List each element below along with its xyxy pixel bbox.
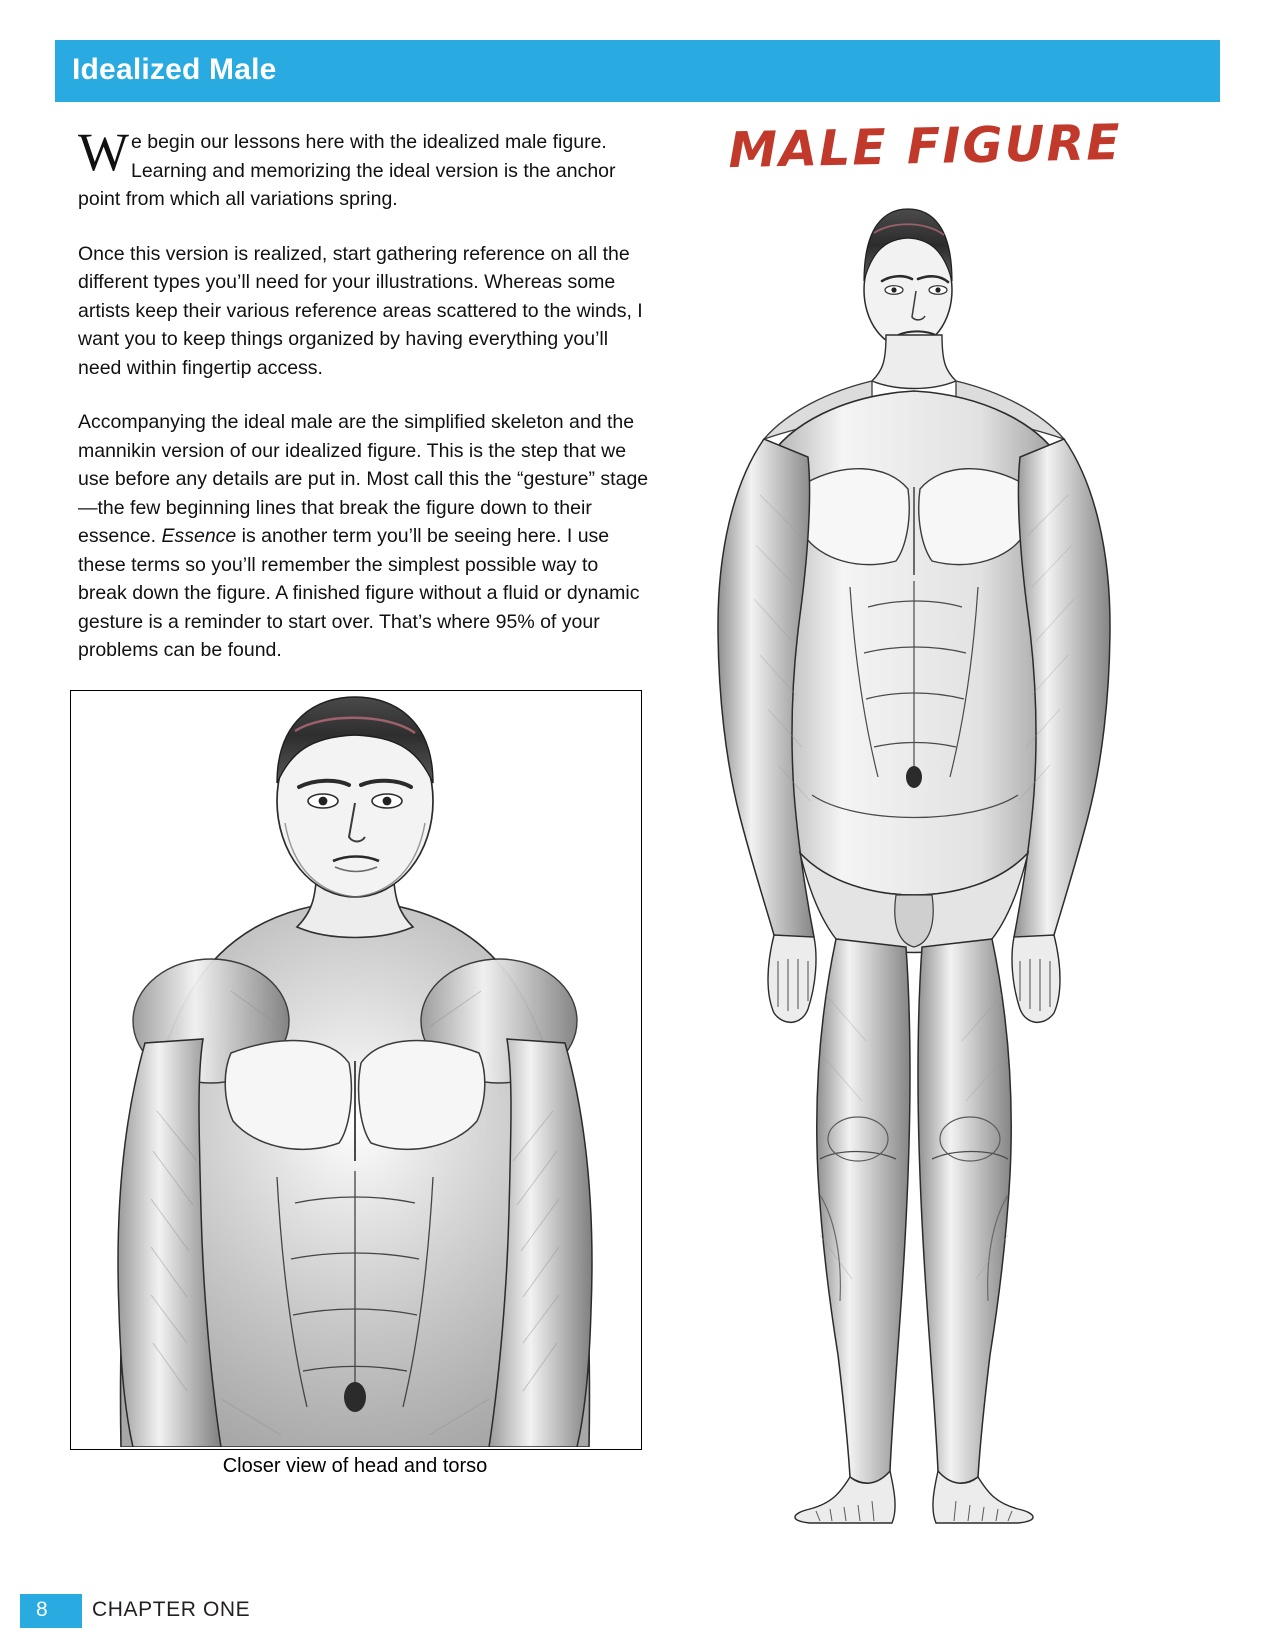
- paragraph-1: [78, 122, 650, 214]
- page-title: Idealized Male: [72, 53, 277, 86]
- body-text-column: [78, 122, 650, 691]
- full-body-drawing: [660, 195, 1225, 1525]
- closeup-figure-frame: [70, 690, 642, 1450]
- footer-page-tab: [20, 1594, 82, 1628]
- paragraph-3-part-b: is another term you’ll be seeing here. I use these terms so you’ll remember the simplest possible way to break down the figure. A finished figure without a fluid or dynamic gesture is a reminder to start over. That’s where 95% of your problems can be found.: [78, 525, 640, 661]
- male-figure-heading: MALE FIGURE: [727, 113, 1123, 180]
- chapter-label: CHAPTER ONE: [92, 1598, 251, 1621]
- paragraph-3-part-a: Accompanying the ideal male are the simplified skeleton and the mannikin version of our idealized figure. This is the step that we use before any details are put in. Most call this the “gesture” stage—the few beginning lines that break the figure down to their essence.: [78, 411, 649, 547]
- closeup-torso-drawing: [71, 691, 639, 1447]
- closeup-figure-caption: Closer view of head and torso: [222, 1455, 488, 1477]
- full-body-figure: [660, 195, 1225, 1525]
- paragraph-2: Once this version is realized, start gathering reference on all the different types you’ll need for your illustrations. Whereas some artists keep their various reference areas scattered to the winds, I want you to keep things organized by having everything you’ll need within fingertip access.: [78, 242, 643, 379]
- paragraph-3: [78, 408, 650, 665]
- drop-cap: W: [78, 122, 129, 182]
- paragraph-3-emphasis: Essence: [161, 525, 237, 547]
- page-number: 8: [36, 1598, 48, 1621]
- paragraph-1-text: e begin our lessons here with the idealized male figure. Learning and memorizing the ideal version is the anchor point from which all variations spring.: [78, 131, 616, 210]
